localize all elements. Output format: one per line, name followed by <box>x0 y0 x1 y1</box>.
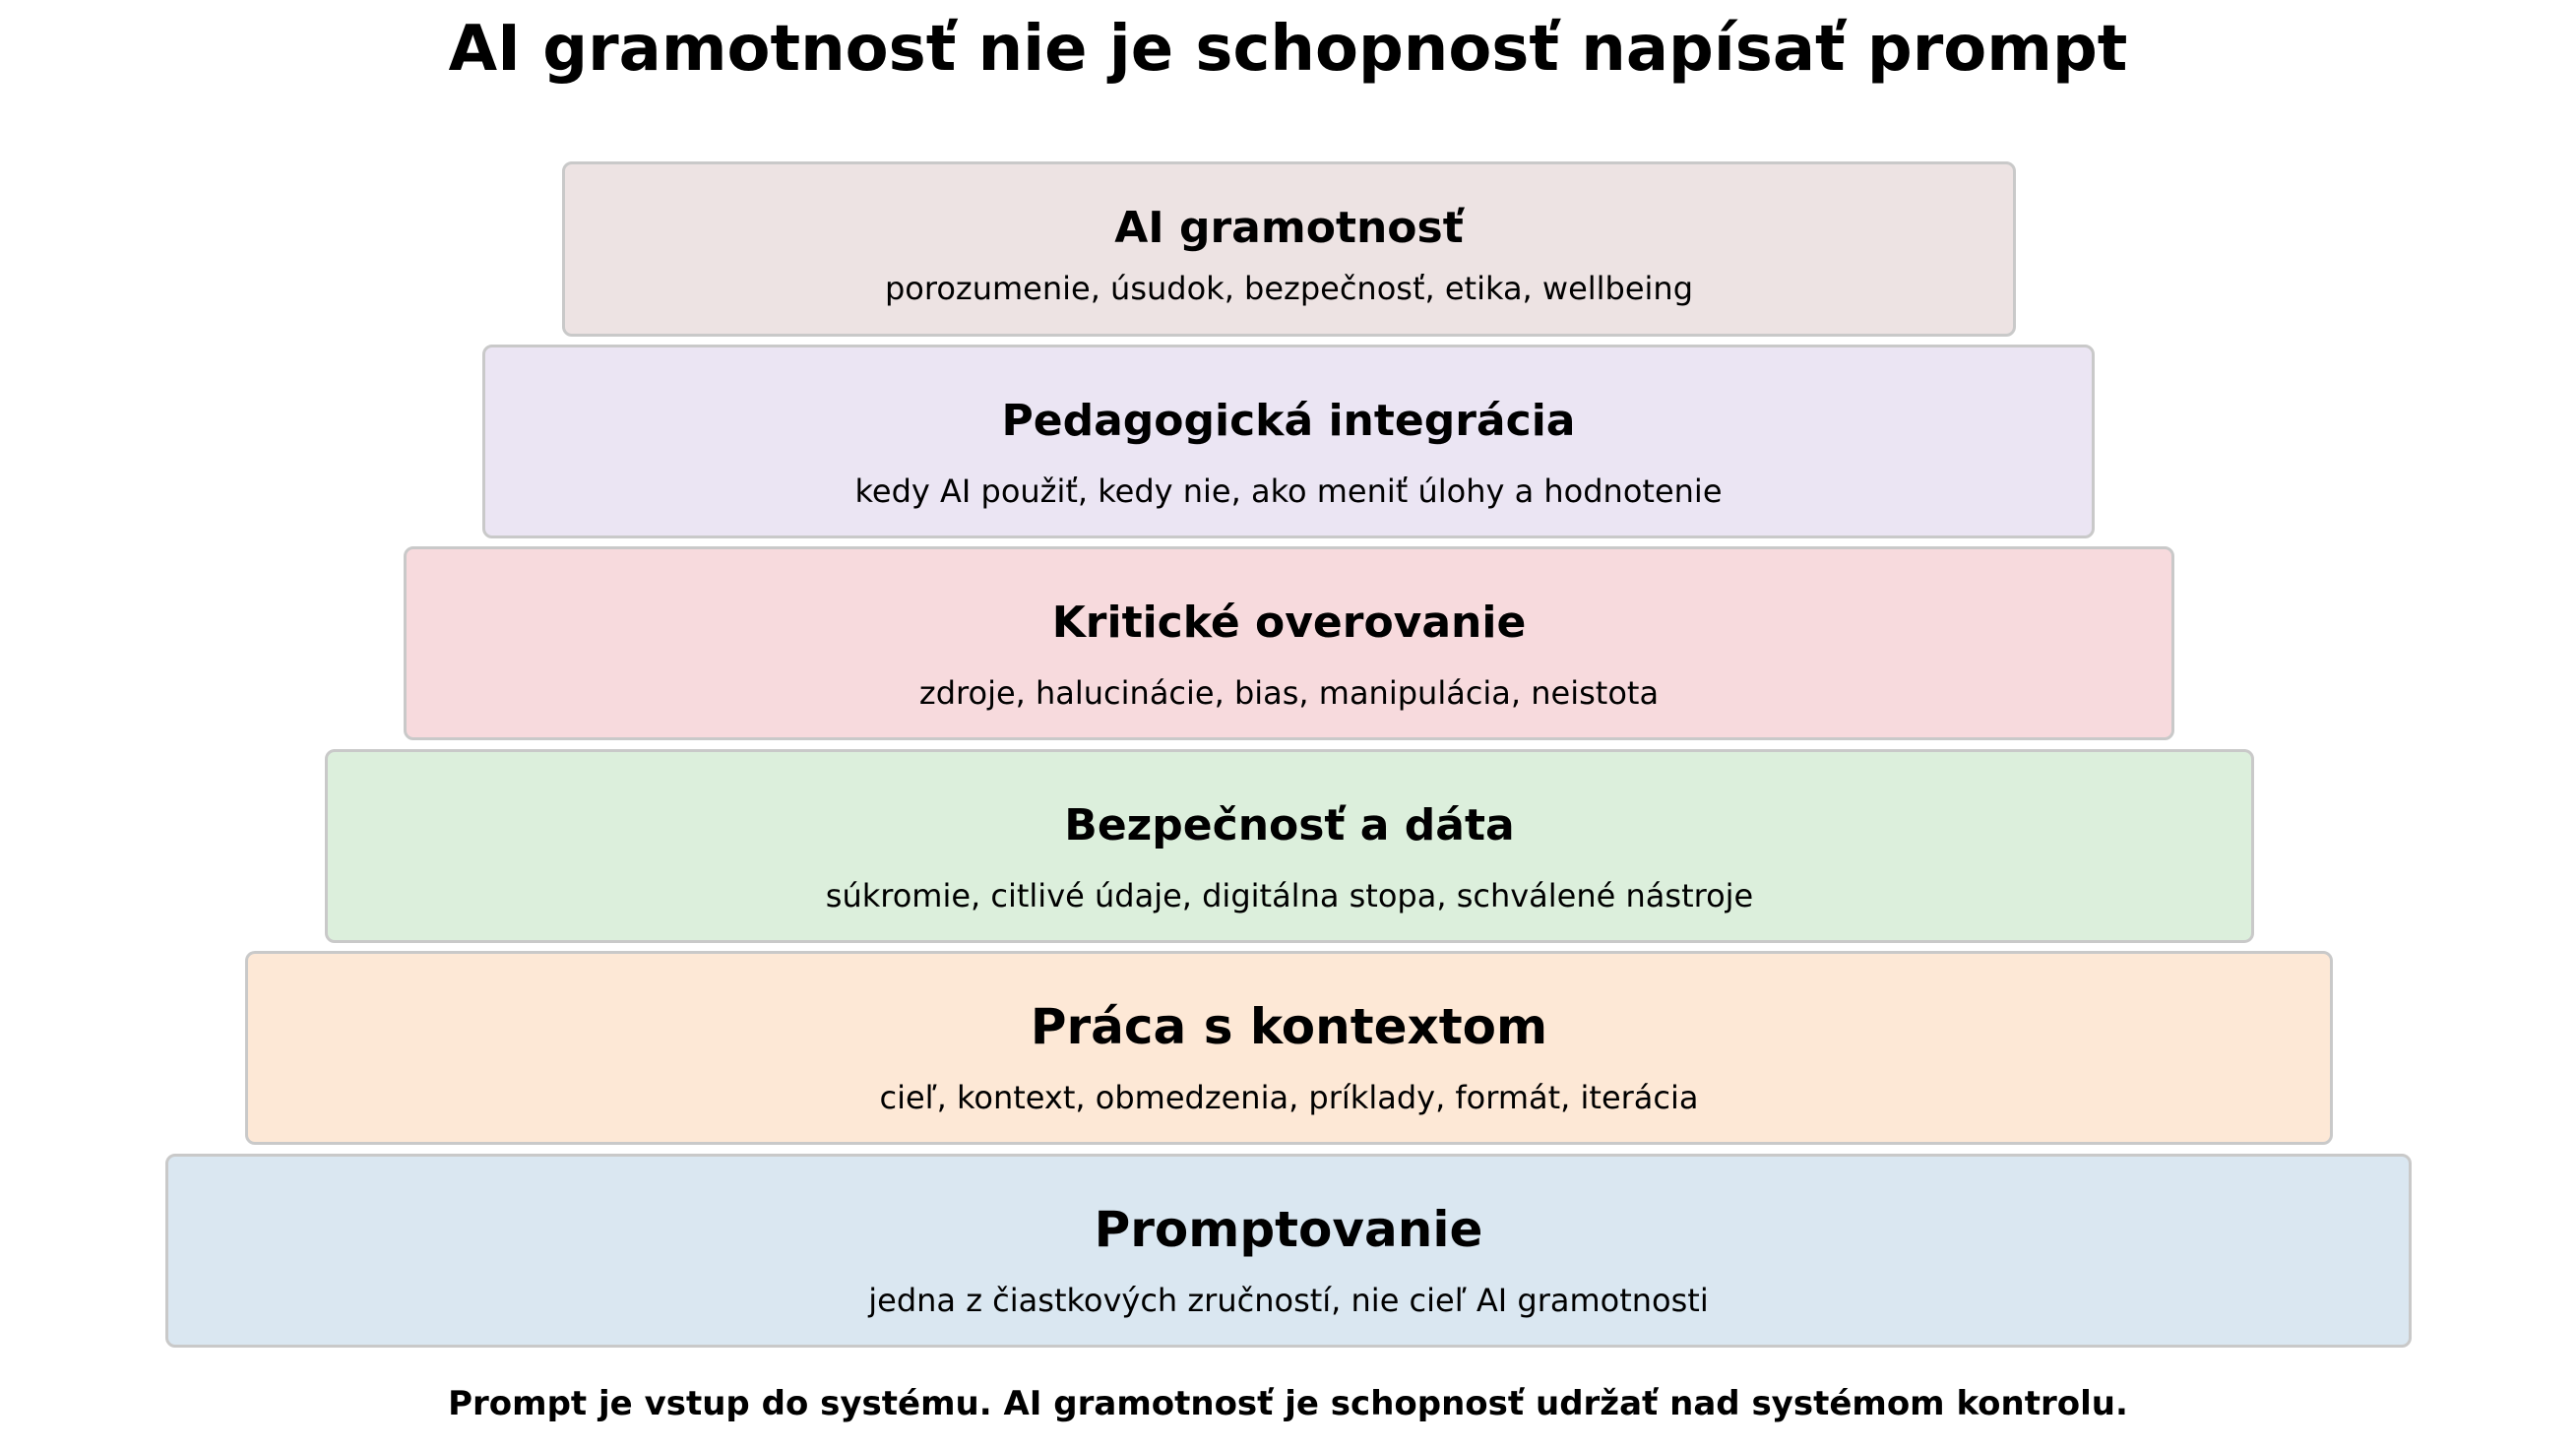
layer-description: súkromie, citlivé údaje, digitálna stopa, schválené nástroje <box>825 877 1754 914</box>
layer-description: kedy AI použiť, kedy nie, ako meniť úlohy a hodnotenie <box>854 472 1723 510</box>
pyramid-layer-ai-gramotnost <box>562 161 2016 337</box>
layer-description: zdroje, halucinácie, bias, manipulácia, neistota <box>918 674 1660 712</box>
layer-title: Kritické overovanie <box>1051 598 1527 648</box>
footer-caption: Prompt je vstup do systému. AI gramotnosť je schopnosť udržať nad systémom kontrolu. <box>448 1384 2128 1423</box>
layer-title: Pedagogická integrácia <box>1001 396 1576 446</box>
page-title: AI gramotnosť nie je schopnosť napísať prompt <box>448 13 2128 86</box>
pyramid-layer-promptovanie <box>165 1154 2412 1348</box>
layer-description: jedna z čiastkových zručností, nie cieľ AI gramotnosti <box>868 1282 1709 1319</box>
pyramid-layer-praca-s-kontextom <box>245 951 2333 1145</box>
pyramid-layer-pedagogicka-integracia <box>482 345 2095 538</box>
layer-title: Bezpečnosť a dáta <box>1064 800 1515 850</box>
pyramid-layer-kriticke-overovanie <box>404 546 2174 740</box>
layer-description: cieľ, kontext, obmedzenia, príklady, formát, iterácia <box>879 1079 1699 1116</box>
layer-description: porozumenie, úsudok, bezpečnosť, etika, wellbeing <box>884 270 1694 307</box>
layer-title: Práca s kontextom <box>1030 998 1548 1055</box>
pyramid-layer-bezpecnost-a-data <box>325 749 2254 943</box>
layer-title: AI gramotnosť <box>1114 203 1464 253</box>
layer-title: Promptovanie <box>1094 1201 1483 1258</box>
